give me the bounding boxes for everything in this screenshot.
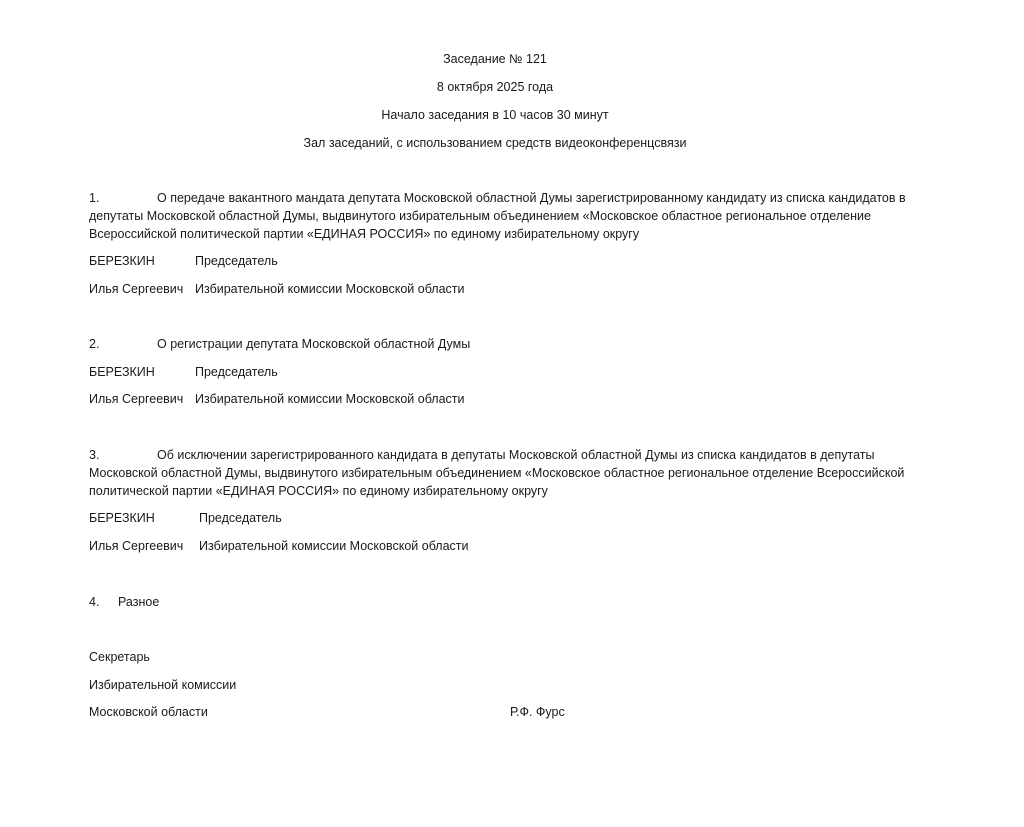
agenda-item-2-speaker-role: Председатель	[195, 365, 278, 379]
agenda-item-2-speaker-org: Избирательной комиссии Московской области	[195, 392, 465, 406]
agenda-item-2-speaker-surname: БЕРЕЗКИН	[89, 365, 155, 379]
agenda-item-2-speaker-name: Илья Сергеевич	[89, 392, 184, 406]
agenda-item-4-text: Разное	[118, 595, 160, 609]
agenda-item-3-speaker-org: Избирательной комиссии Московской области	[199, 539, 469, 553]
agenda-item-3-speaker-surname: БЕРЕЗКИН	[89, 511, 155, 525]
session-date: 8 октября 2025 года	[436, 80, 554, 94]
agenda-item-2-number: 2.	[89, 337, 100, 351]
agenda-item-1-text: О передаче вакантного мандата депутата Московской областной Думы зарегистрированному кандидату из списка кандидатов в депутаты Московской областной Думы, выдвинутого избирательным объединением «Московское областное региональное отделение Всероссийской политической партии «ЕДИНАЯ РОССИЯ» по единому избирательному округу	[89, 191, 906, 241]
agenda-item-1-speaker-surname: БЕРЕЗКИН	[89, 254, 155, 268]
agenda-item-1-number: 1.	[89, 191, 100, 205]
agenda-item-3-text: Об исключении зарегистрированного кандидата в депутаты Московской областной Думы из списка кандидатов в депутаты Московской областной Думы, выдвинутого избирательным объединением «Московское областное региональное отделение Всероссийской политической партии «ЕДИНАЯ РОССИЯ» по единому избирательному округу	[89, 448, 905, 498]
session-start-time: Начало заседания в 10 часов 30 минут	[381, 108, 609, 122]
signature-title-line-3: Московской области	[89, 705, 208, 719]
session-venue: Зал заседаний, с использованием средств видеоконференцсвязи	[303, 136, 687, 150]
signature-title-line-1: Секретарь	[89, 650, 150, 664]
agenda-item-1-speaker-name: Илья Сергеевич	[89, 282, 184, 296]
signature-title-line-2: Избирательной комиссии	[89, 678, 237, 692]
agenda-item-1-speaker-role: Председатель	[195, 254, 278, 268]
signature-name: Р.Ф. Фурс	[510, 705, 565, 719]
agenda-item-4-number: 4.	[89, 595, 100, 609]
agenda-item-3-speaker-role: Председатель	[199, 511, 282, 525]
agenda-item-3-speaker-name: Илья Сергеевич	[89, 539, 184, 553]
agenda-item-2-text: О регистрации депутата Московской областной Думы	[157, 337, 471, 351]
session-title: Заседание № 121	[443, 52, 547, 66]
agenda-item-1-speaker-org: Избирательной комиссии Московской области	[195, 282, 465, 296]
agenda-item-3-number: 3.	[89, 448, 100, 462]
